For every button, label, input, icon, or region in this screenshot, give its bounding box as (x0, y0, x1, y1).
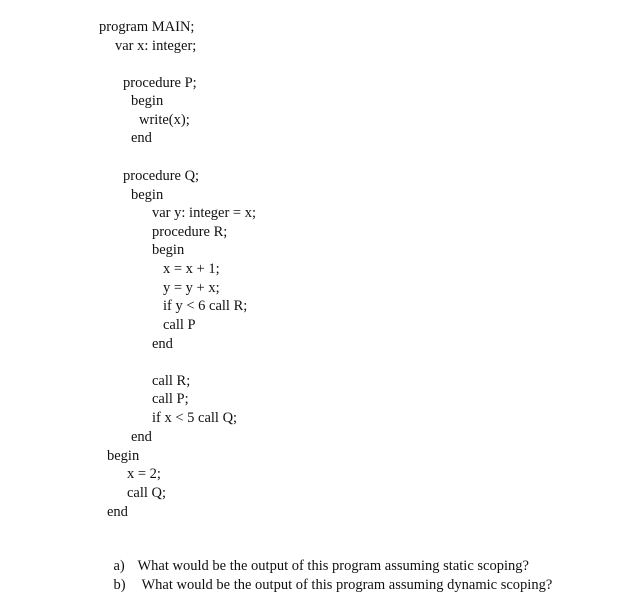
question-text: What would be the output of this program assuming dynamic scoping? (141, 577, 553, 593)
code-line: if x < 5 call Q; (152, 410, 238, 426)
code-line: procedure Q; (123, 168, 200, 184)
question-text: What would be the output of this program assuming static scoping? (137, 558, 529, 574)
code-line: write(x); (139, 112, 190, 128)
code-line: end (107, 504, 128, 520)
question-label: b) (113, 577, 126, 593)
code-line: begin (107, 448, 140, 464)
code-line: procedure R; (152, 224, 228, 240)
code-line: call Q; (127, 485, 167, 501)
code-line: procedure P; (123, 75, 197, 91)
code-line: x = x + 1; (163, 261, 220, 277)
code-line: var x: integer; (115, 38, 197, 54)
code-line: begin (131, 93, 164, 109)
code-line: y = y + x; (163, 280, 220, 296)
code-line: call P; (152, 391, 189, 407)
code-line: x = 2; (127, 466, 161, 482)
code-line: call R; (152, 373, 191, 389)
code-line: call P (163, 317, 196, 333)
code-line: program MAIN; (99, 19, 195, 35)
code-line: begin (152, 242, 185, 258)
code-line: end (131, 130, 152, 146)
code-line: var y: integer = x; (152, 205, 257, 221)
question-item (99, 560, 552, 611)
code-line: if y < 6 call R; (163, 298, 248, 314)
question-label: a) (113, 558, 125, 574)
code-line: end (131, 429, 152, 445)
code-line: end (152, 336, 173, 352)
code-line: begin (131, 187, 164, 203)
